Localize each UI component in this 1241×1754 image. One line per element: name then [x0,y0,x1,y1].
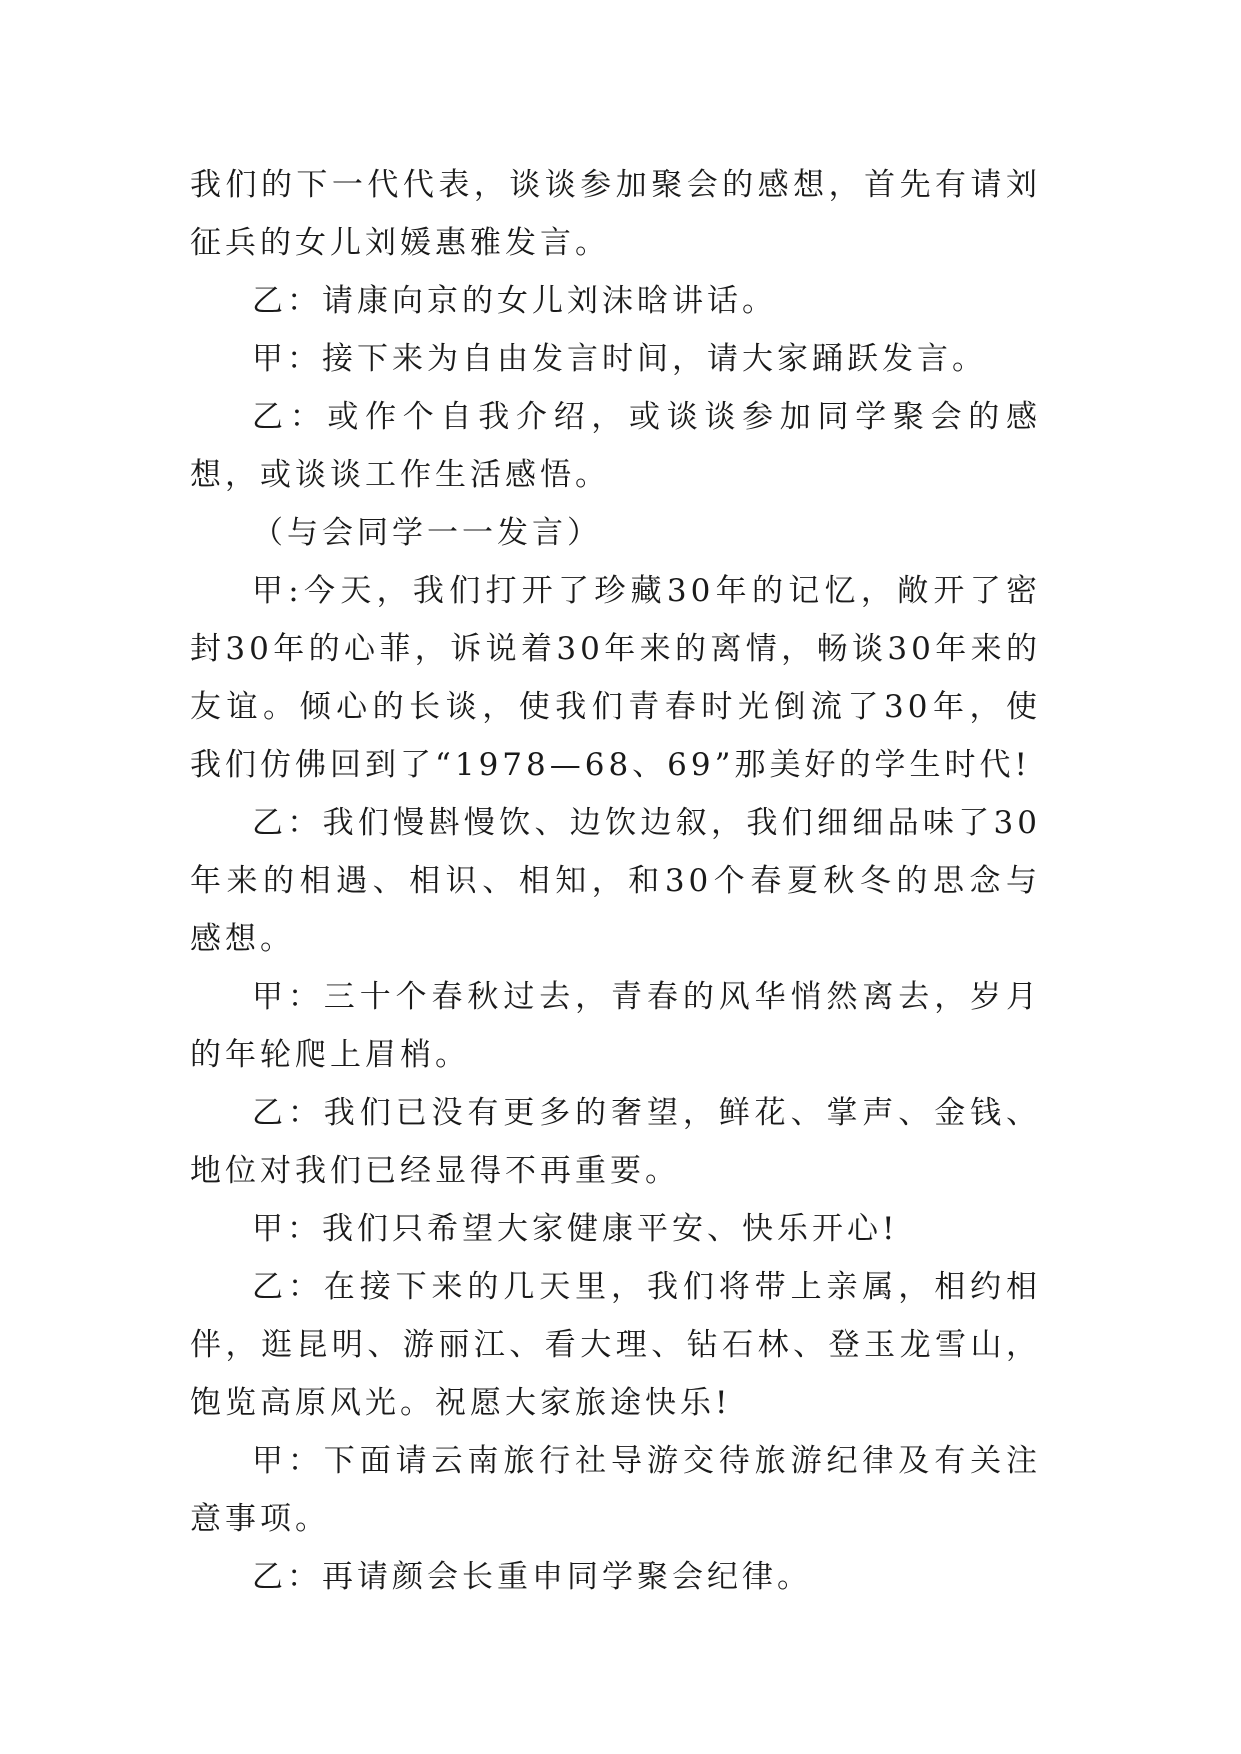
paragraph: 甲：下面请云南旅行社导游交待旅游纪律及有关注意事项。 [190,1443,1041,1537]
paragraph: 甲：我们只希望大家健康平安、快乐开心! [252,1211,899,1247]
paragraph: 乙：在接下来的几天里，我们将带上亲属，相约相伴，逛昆明、游丽江、看大理、钻石林、登玉龙雪山，饱览高原风光。祝愿大家旅途快乐! [190,1269,1041,1421]
paragraph: （与会同学一一发言） [252,515,602,551]
paragraph: 乙：我们已没有更多的奢望，鲜花、掌声、金钱、地位对我们已经显得不再重要。 [190,1095,1041,1189]
paragraph: 乙：请康向京的女儿刘沫晗讲话。 [252,283,777,319]
paragraph: 乙：或作个自我介绍，或谈谈参加同学聚会的感想，或谈谈工作生活感悟。 [190,399,1041,493]
paragraph: 乙：我们慢斟慢饮、边饮边叙，我们细细品味了30年来的相遇、相识、相知，和30个春夏秋冬的思念与感想。 [190,805,1041,957]
paragraph: 乙：再请颜会长重申同学聚会纪律。 [252,1559,812,1595]
paragraph: 甲：三十个春秋过去，青春的风华悄然离去，岁月的年轮爬上眉梢。 [190,979,1041,1073]
paragraph: 甲：接下来为自由发言时间，请大家踊跃发言。 [252,341,987,377]
document-body [190,156,1041,1606]
paragraph: 甲:今天，我们打开了珍藏30年的记忆，敞开了密封30年的心菲，诉说着30年来的离情，畅谈30年来的友谊。倾心的长谈，使我们青春时光倒流了30年，使我们仿佛回到了“1978—68、69”那美好的学生时代! [190,573,1041,783]
paragraph: 我们的下一代代表，谈谈参加聚会的感想，首先有请刘征兵的女儿刘媛惠雅发言。 [190,167,1041,261]
